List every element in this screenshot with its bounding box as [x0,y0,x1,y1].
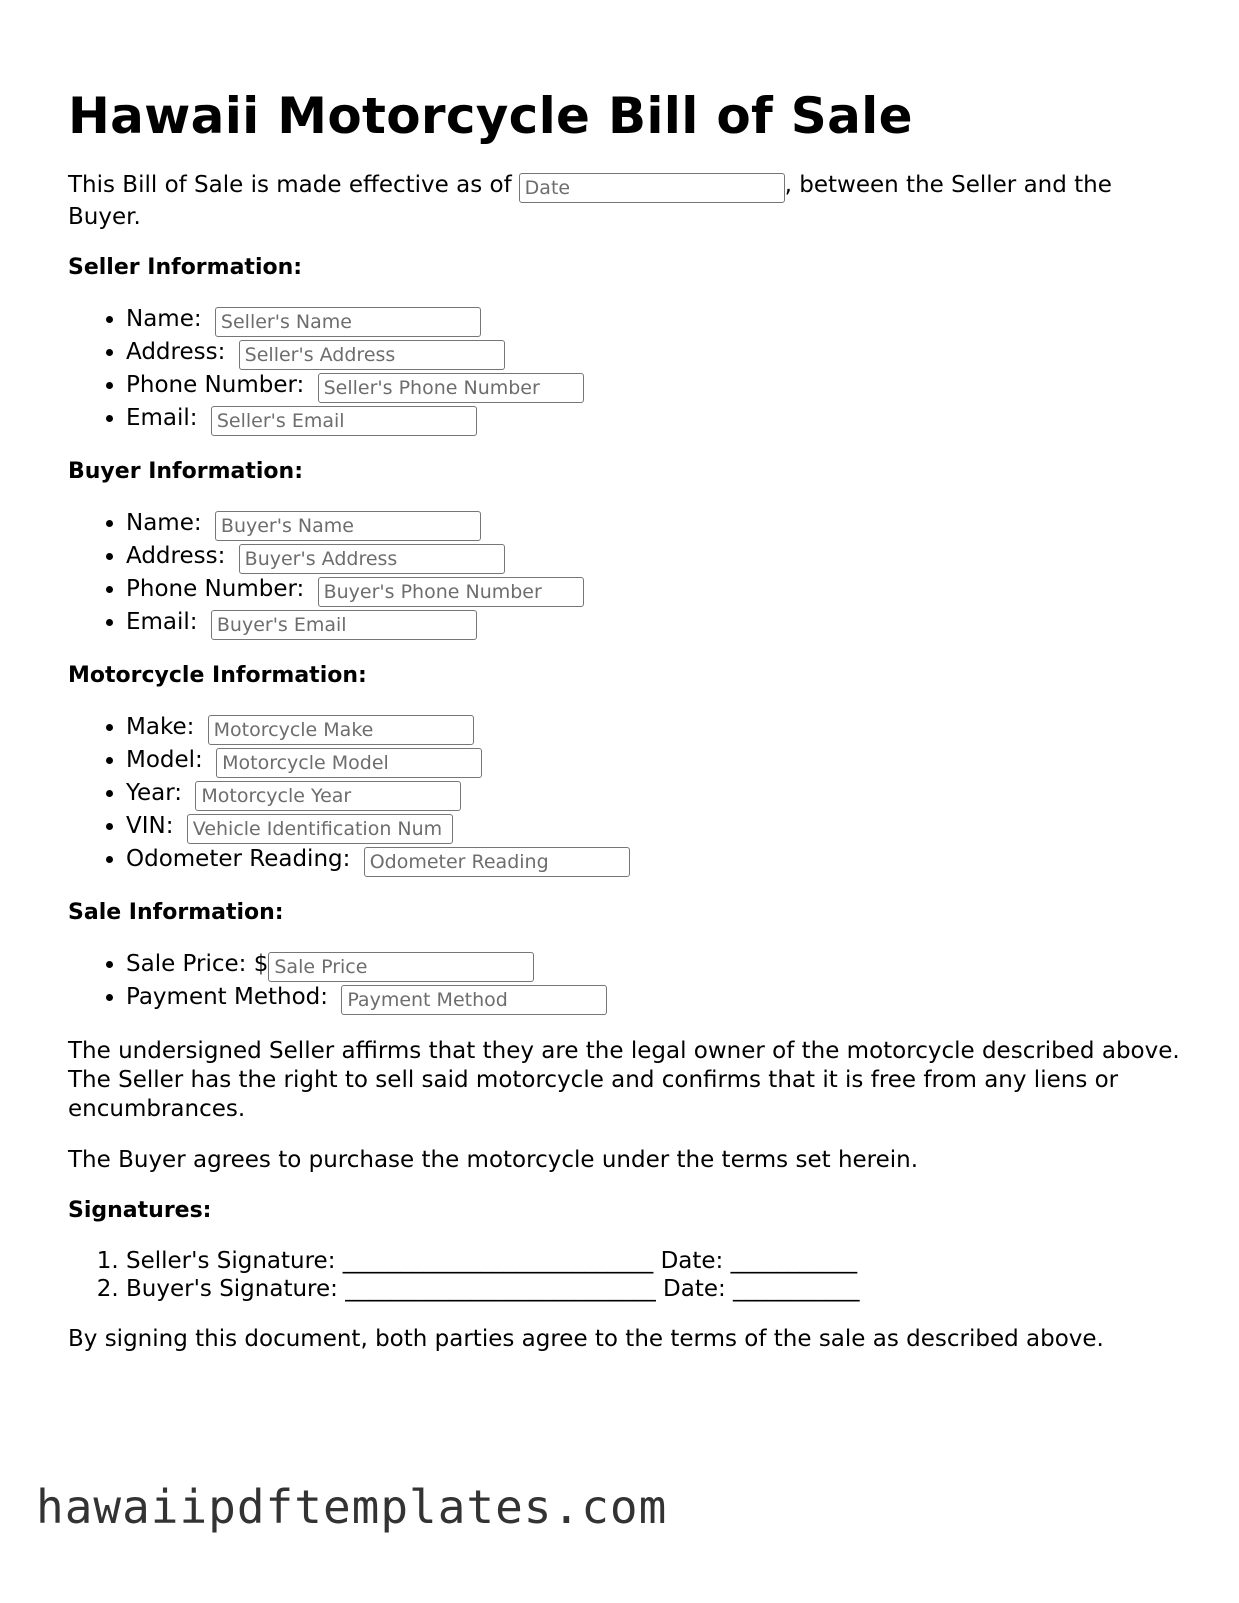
motorcycle-section-heading: Motorcycle Information: [68,663,367,688]
motorcycle-make-input[interactable] [208,715,474,745]
payment-method-label: Payment Method: [126,984,329,1010]
agreement-paragraph: The Buyer agrees to purchase the motorcycle under the terms set herein. [68,1147,919,1173]
motorcycle-model-input[interactable] [216,748,482,778]
payment-method-input[interactable] [341,985,607,1015]
motorcycle-odometer-input[interactable] [364,847,630,877]
buyer-email-input[interactable] [211,610,477,640]
list-item [126,811,1188,844]
document-page [68,0,1188,1354]
motorcycle-year-label: Year: [126,780,183,806]
watermark: hawaiipdftemplates.com [36,1480,668,1534]
list-item [126,607,1188,640]
buyer-signature-line: 2. Buyer's Signature: ___________________________ Date: ___________ [126,1275,1188,1303]
motorcycle-vin-input[interactable] [187,814,453,844]
buyer-name-input[interactable] [215,511,481,541]
motorcycle-make-label: Make: [126,714,195,740]
list-item [126,304,1188,337]
seller-email-input[interactable] [211,406,477,436]
list-item [126,541,1188,574]
seller-info-list [68,304,1188,436]
motorcycle-model-label: Model: [126,747,203,773]
seller-phone-input[interactable] [318,373,584,403]
list-item [126,712,1188,745]
buyer-address-label: Address: [126,543,226,569]
list-item [126,337,1188,370]
buyer-phone-label: Phone Number: [126,576,305,602]
buyer-phone-input[interactable] [318,577,584,607]
sale-section-heading: Sale Information: [68,900,284,925]
seller-name-input[interactable] [215,307,481,337]
seller-address-input[interactable] [239,340,505,370]
page-title: Hawaii Motorcycle Bill of Sale [68,87,913,145]
seller-name-label: Name: [126,306,202,332]
list-item [126,370,1188,403]
seller-phone-label: Phone Number: [126,372,305,398]
seller-address-label: Address: [126,339,226,365]
intro-paragraph [68,171,1188,232]
list-item [126,403,1188,436]
motorcycle-vin-label: VIN: [126,813,174,839]
signatures-list [68,1247,1188,1303]
buyer-info-list [68,508,1188,640]
affirmation-paragraph: The undersigned Seller affirms that they are the legal owner of the motorcycle described above. The Seller has the right to sell said motorcycle and confirms that it is free from any liens or encumbrances. [68,1038,1180,1122]
sale-info-list [68,949,1188,1015]
buyer-section-heading: Buyer Information: [68,459,303,484]
list-item [126,508,1188,541]
seller-signature-line: 1. Seller's Signature: ___________________________ Date: ___________ [126,1247,1188,1275]
seller-email-label: Email: [126,405,198,431]
sale-price-label: Sale Price: $ [126,951,269,977]
list-item [126,982,1188,1015]
list-item [126,778,1188,811]
buyer-address-input[interactable] [239,544,505,574]
list-item [126,745,1188,778]
motorcycle-info-list [68,712,1188,877]
list-item [126,844,1188,877]
motorcycle-odometer-label: Odometer Reading: [126,846,351,872]
seller-section-heading: Seller Information: [68,255,303,280]
buyer-name-label: Name: [126,510,202,536]
buyer-email-label: Email: [126,609,198,635]
motorcycle-year-input[interactable] [195,781,461,811]
effective-date-input[interactable] [519,173,785,203]
sale-price-input[interactable] [268,952,534,982]
intro-text-before: This Bill of Sale is made effective as of [68,172,512,198]
list-item [126,949,1188,982]
list-item [126,574,1188,607]
closing-paragraph: By signing this document, both parties agree to the terms of the sale as described above. [68,1326,1104,1352]
signatures-heading: Signatures: [68,1198,212,1223]
intro-text-after: , between the Seller and the Buyer. [68,172,1112,230]
